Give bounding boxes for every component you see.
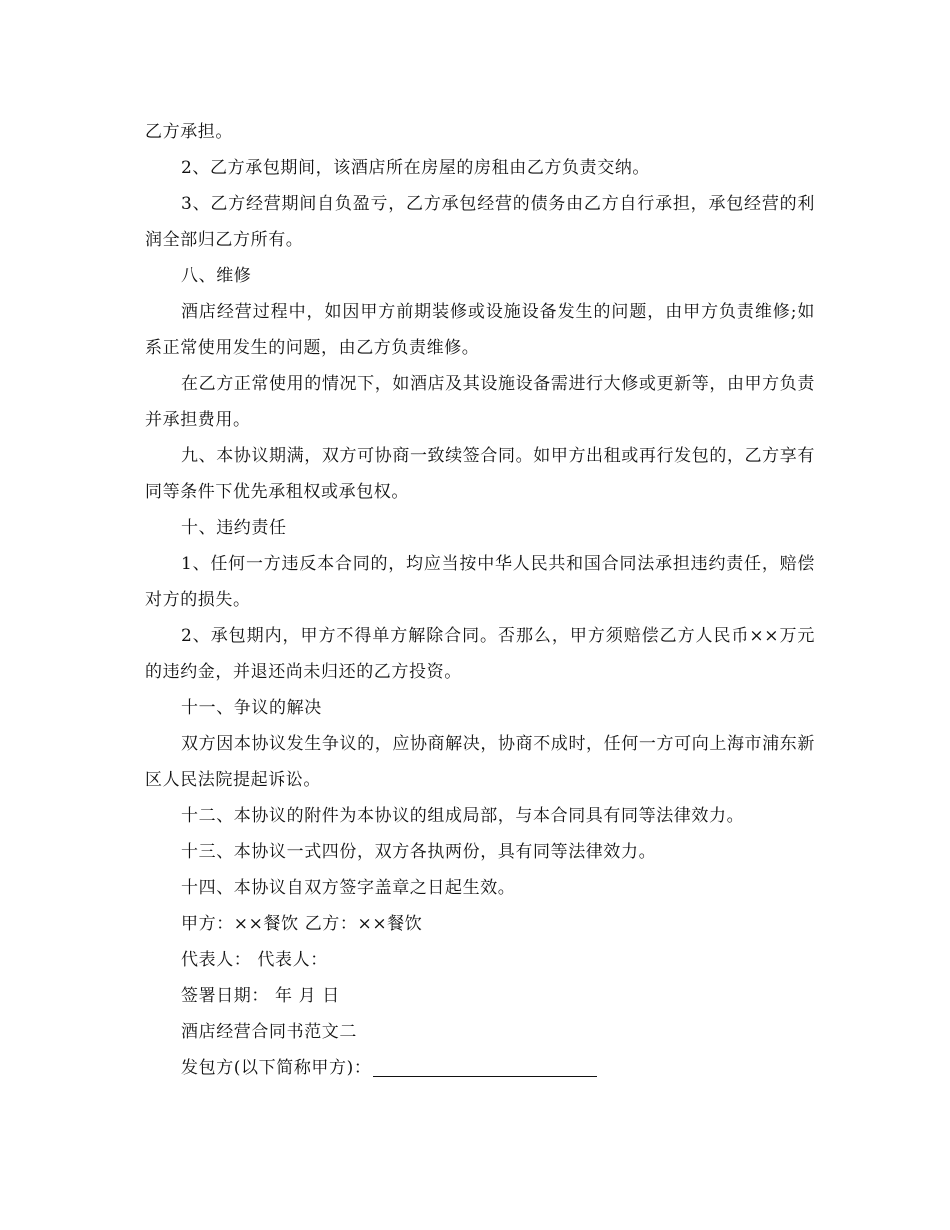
paragraph-liability-1: 1、任何一方违反本合同的，均应当按中华人民共和国合同法承担违约责任，赔偿对方的损失。 [145,554,815,610]
signature-date: 签署日期： 年 月 日 [181,986,340,1006]
paragraph-maintenance-1: 酒店经营过程中，如因甲方前期装修或设施设备发生的问题，由甲方负责维修;如系正常使用发生的问题，由乙方负责维修。 [145,302,815,358]
section-heading-dispute: 十一、争议的解决 [181,698,322,718]
paragraph-expiry: 九、本协议期满，双方可协商一致续签合同。如甲方出租或再行发包的，乙方享有同等条件下优先承租权或承包权。 [145,446,815,502]
document-body [145,114,815,1086]
paragraph-clause-3: 3、乙方经营期间自负盈亏，乙方承包经营的债务由乙方自行承担，承包经营的利润全部归乙方所有。 [145,194,815,250]
contractor-label: 发包方(以下简称甲方)： [181,1058,372,1078]
paragraph-effective: 十四、本协议自双方签字盖章之日起生效。 [181,878,516,898]
contractor-line [145,1050,815,1086]
paragraph-copies: 十三、本协议一式四份，双方各执两份，具有同等法律效力。 [181,842,657,862]
paragraph-clause-2: 2、乙方承包期间，该酒店所在房屋的房租由乙方负责交纳。 [181,158,651,178]
paragraph-maintenance-2: 在乙方正常使用的情况下，如酒店及其设施设备需进行大修或更新等，由甲方负责并承担费用。 [145,374,815,430]
contractor-blank-field [373,1056,597,1077]
paragraph-dispute: 双方因本协议发生争议的，应协商解决，协商不成时，任何一方可向上海市浦东新区人民法院提起诉讼。 [145,734,815,790]
signature-parties: 甲方：××餐饮 乙方：××餐饮 [181,914,423,934]
paragraph-liability-2: 2、承包期内，甲方不得单方解除合同。否那么，甲方须赔偿乙方人民币××万元的违约金，并退还尚未归还的乙方投资。 [145,626,815,682]
paragraph-continuation: 乙方承担。 [145,122,233,142]
paragraph-annex: 十二、本协议的附件为本协议的组成局部，与本合同具有同等法律效力。 [181,806,745,826]
section-heading-maintenance: 八、维修 [181,266,252,286]
section-heading-liability: 十、违约责任 [181,518,287,538]
section-title-sample-two: 酒店经营合同书范文二 [181,1022,357,1042]
signature-representatives: 代表人： 代表人： [181,950,328,970]
